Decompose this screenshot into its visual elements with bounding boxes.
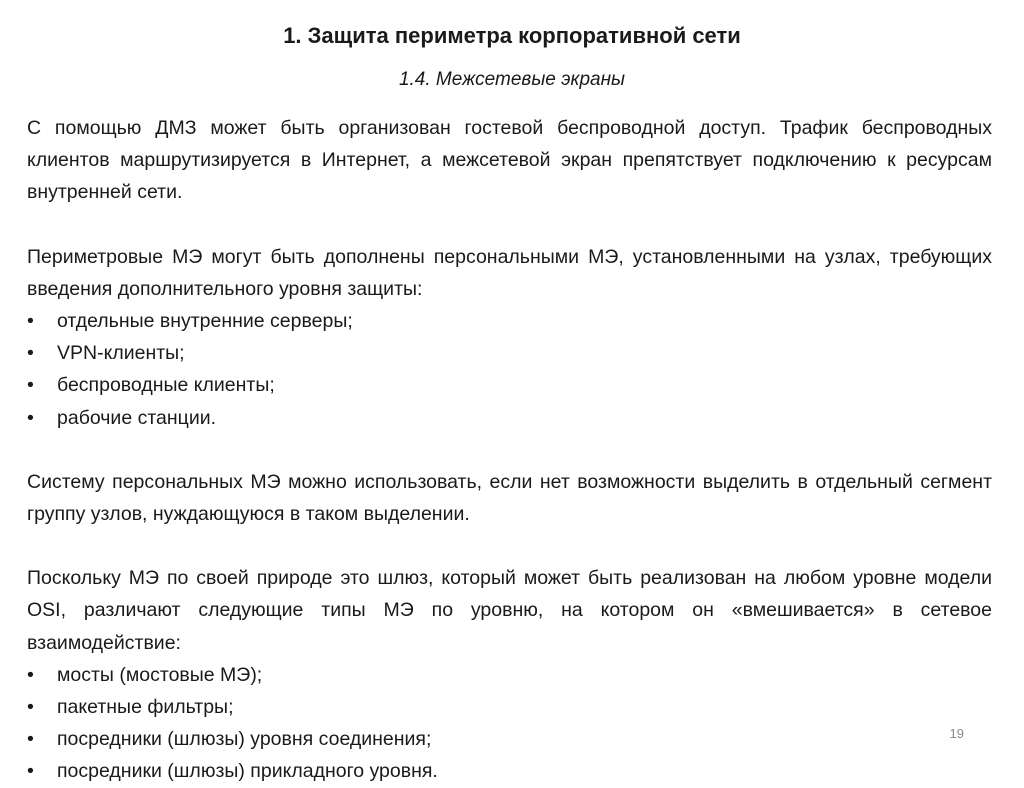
firewall-types-list: [27, 659, 992, 788]
list-item: [27, 337, 992, 369]
list-item-text: беспроводные клиенты;: [57, 374, 275, 397]
list-item-text: посредники (шлюзы) уровня соединения;: [57, 728, 432, 751]
list-item-text: отдельные внутренние серверы;: [57, 310, 353, 333]
paragraph-personal-firewalls: Периметровые МЭ могут быть дополнены персональными МЭ, установленными на узлах, требующих введения дополнительного уровня защиты:: [27, 245, 992, 300]
spacer: [27, 209, 992, 241]
list-item: [27, 755, 992, 787]
spacer: [27, 434, 992, 466]
bullet-icon: •: [27, 760, 34, 783]
bullet-icon: •: [27, 310, 34, 333]
bullet-icon: •: [27, 663, 34, 686]
list-item: [27, 659, 992, 691]
list-item: [27, 305, 992, 337]
page-number: 19: [949, 726, 964, 741]
bullet-icon: •: [27, 342, 34, 365]
list-item: [27, 691, 992, 723]
bullet-icon: •: [27, 696, 34, 719]
paragraph-dmz-guest-access: С помощью ДМЗ может быть организован гостевой беспроводной доступ. Трафик беспроводных клиентов маршрутизируется в Интернет, а межсетевой экран препятствует подключению к ресурсам внутренней сети.: [27, 117, 992, 204]
bullet-icon: •: [27, 728, 34, 751]
list-item-text: пакетные фильтры;: [57, 696, 234, 719]
slide-title: 1. Защита периметра корпоративной сети: [283, 23, 741, 48]
spacer: [27, 530, 992, 562]
slide-subtitle: 1.4. Межсетевые экраны: [398, 69, 626, 90]
paragraph-personal-firewall-system: Систему персональных МЭ можно использовать, если нет возможности выделить в отдельный сегмент группу узлов, нуждающуюся в таком выделении.: [27, 470, 992, 526]
list-item-text: рабочие станции.: [57, 406, 217, 429]
list-item-text: VPN-клиенты;: [57, 342, 185, 365]
personal-firewall-hosts-list: [27, 305, 992, 434]
list-item: [27, 402, 992, 434]
slide-body: [27, 112, 992, 788]
list-item-text: мосты (мостовые МЭ);: [57, 663, 263, 686]
list-item-text: посредники (шлюзы) прикладного уровня.: [57, 760, 438, 783]
bullet-icon: •: [27, 374, 34, 397]
bullet-icon: •: [27, 406, 34, 429]
paragraph-firewall-types: Поскольку МЭ по своей природе это шлюз, который может быть реализован на любом уровне модели OSI, различают следующие типы МЭ по уровню, на котором он «вмешивается» в сетевое взаимодействие:: [27, 567, 992, 654]
list-item: [27, 369, 992, 401]
list-item: [27, 723, 992, 755]
